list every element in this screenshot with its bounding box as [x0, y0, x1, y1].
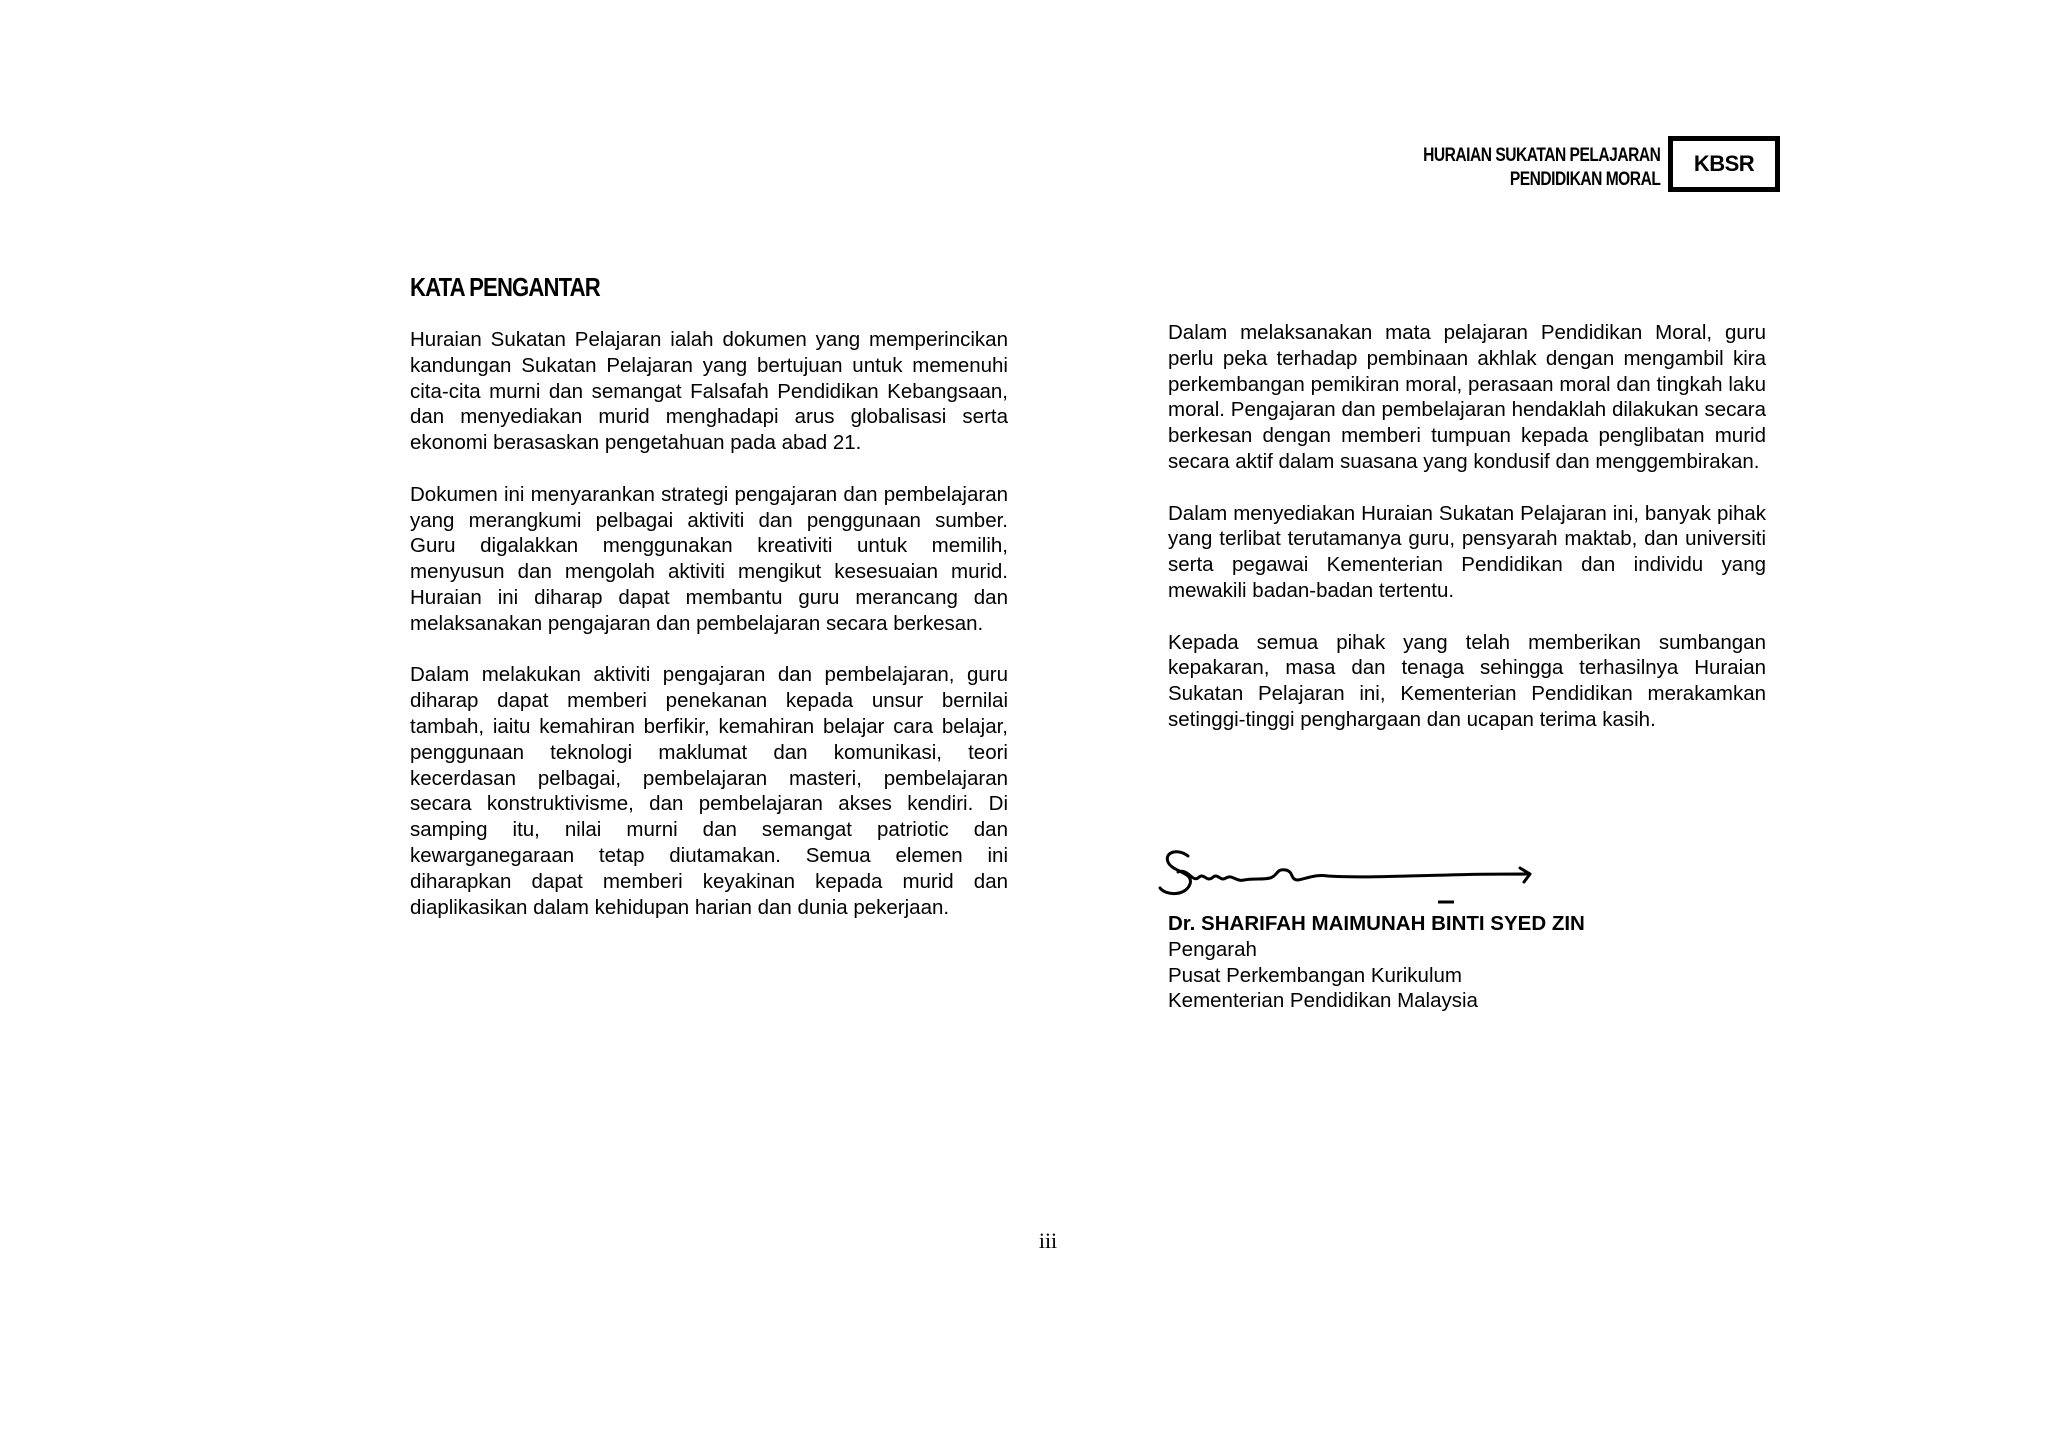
signatory-ministry: Kementerian Pendidikan Malaysia [1168, 989, 1478, 1013]
document-header [1380, 138, 1780, 198]
paragraph: Huraian Sukatan Pelajaran ialah dokumen yang memperincikan kandungan Sukatan Pelajaran yang bertujuan untuk memenuhi cita-cita murni dan semangat Falsafah Pendidikan Kebangsaan, dan menyediakan murid menghadapi arus globalisasi serta ekonomi berasaskan pengetahuan pada abad 21. [410, 328, 1008, 455]
left-column [410, 327, 1008, 946]
right-column [1168, 320, 1766, 759]
signatory-block [1168, 911, 1585, 1014]
signatory-position: Pengarah [1168, 937, 1257, 961]
header-title [1423, 144, 1660, 192]
header-line-1: HURAIAN SUKATAN PELAJARAN [1422, 145, 1660, 166]
paragraph: Dalam menyediakan Huraian Sukatan Pelajaran ini, banyak pihak yang terlibat terutamanya guru, pensyarah maktab, dan universiti serta pegawai Kementerian Pendidikan dan individu yang mewakili badan-badan tertentu. [1168, 501, 1766, 602]
section-title: KATA PENGANTAR [410, 272, 600, 302]
signatory-department: Pusat Perkembangan Kurikulum [1168, 963, 1462, 987]
signature-image [1158, 842, 1558, 908]
signatory-name: Dr. SHARIFAH MAIMUNAH BINTI SYED ZIN [1168, 912, 1585, 935]
paragraph: Dalam melaksanakan mata pelajaran Pendidikan Moral, guru perlu peka terhadap pembinaan akhlak dengan mengambil kira perkembangan pemikiran moral, perasaan moral dan tingkah laku moral. Pengajaran dan pembelajaran hendaklah dilakukan secara berkesan dengan memberi tumpuan kepada penglibatan murid secara aktif dalam suasana yang kondusif dan menggembirakan. [1168, 321, 1766, 473]
paragraph: Dalam melakukan aktiviti pengajaran dan pembelajaran, guru diharap dapat memberi penekanan kepada unsur bernilai tambah, iaitu kemahiran berfikir, kemahiran belajar cara belajar, penggunaan teknologi maklumat dan komunikasi, teori kecerdasan pelbagai, pembelajaran masteri, pembelajaran secara konstruktivisme, dan pembelajaran akses kendiri. Di samping itu, nilai murni dan semangat patriotic dan kewarganegaraan tetap diutamakan. Semua elemen ini diharapkan dapat memberi keyakinan kepada murid dan diaplikasikan dalam kehidupan harian dan dunia pekerjaan. [410, 663, 1008, 919]
paragraph: Kepada semua pihak yang telah memberikan sumbangan kepakaran, masa dan tenaga sehingga terhasilnya Huraian Sukatan Pelajaran ini, Kementerian Pendidikan merakamkan setinggi-tinggi penghargaan dan ucapan terima kasih. [1168, 630, 1766, 731]
header-line-2: PENDIDIKAN MORAL [1509, 169, 1660, 190]
kbsr-badge: KBSR [1668, 136, 1780, 192]
page-number: iii [1038, 1228, 1058, 1253]
paragraph: Dokumen ini menyarankan strategi pengajaran dan pembelajaran yang merangkumi pelbagai aktiviti dan penggunaan sumber. Guru digalakkan menggunakan kreativiti untuk memilih, menyusun dan mengolah aktiviti mengikut kesesuaian murid. Huraian ini diharap dapat membantu guru merancang dan melaksanakan pengajaran dan pembelajaran secara berkesan. [410, 482, 1008, 635]
